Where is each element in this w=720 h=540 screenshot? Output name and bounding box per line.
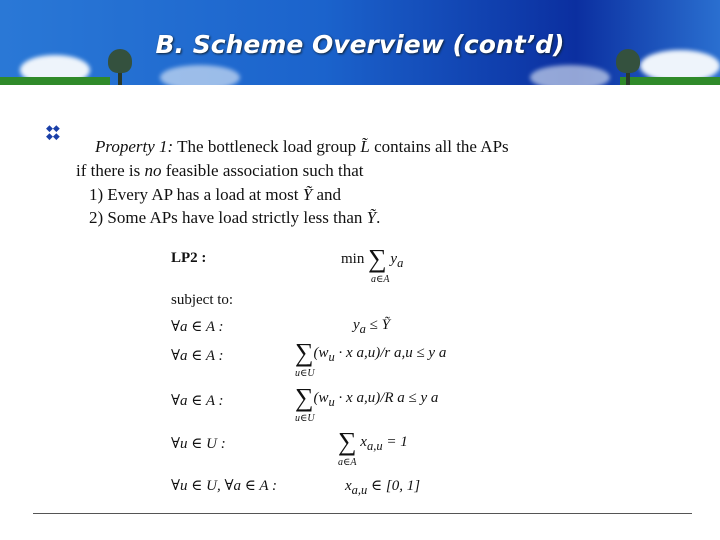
constraint-expr: ∑ $x_{a,u} = 1$ a∈A [338, 427, 408, 468]
constraint-expr: $\sum(w_u \cdot x$ a,u)/r a,u ≤ y a u∈U [295, 338, 447, 379]
lp-objective: min ∑ $y_a$ a∈A [341, 244, 404, 285]
condition-2: 2) Some APs have load strictly less than Ỹ. [89, 208, 381, 227]
constraint-cond: ∀u ∈ U, ∀a ∈ A : [171, 478, 278, 494]
lp-name: LP2 : [171, 250, 207, 266]
constraint-cond: ∀a ∈ A : [171, 393, 224, 409]
constraint-expr: $\sum(w_u \cdot x$ a,u)/R a ≤ y a u∈U [295, 383, 439, 424]
condition-1: 1) Every AP has a load at most Ỹ and [89, 185, 341, 204]
constraint-cond: ∀a ∈ A : [171, 319, 224, 335]
property-line-2: if there is no feasible association such that [76, 161, 364, 180]
tree-right-icon [626, 57, 630, 85]
constraint-cond: ∀u ∈ U : [171, 436, 226, 452]
footer-divider [33, 513, 692, 514]
tree-left-icon [118, 57, 122, 85]
constraint-cond: ∀a ∈ A : [171, 348, 224, 364]
diamond-bullet-icon: ◆◆ ◆◆ [46, 123, 60, 141]
slide-title: B. Scheme Overview (cont’d) [155, 30, 565, 59]
subject-to: subject to: [171, 292, 234, 308]
constraint-expr: $y_a$ ≤ Ỹ [353, 317, 390, 336]
property-line-1: Property 1: The bottleneck load group L̃ contains all the APs [95, 137, 509, 156]
constraint-expr: $x_{a,u}$ ∈ [0, 1] [345, 478, 421, 497]
slide-header [0, 0, 720, 85]
